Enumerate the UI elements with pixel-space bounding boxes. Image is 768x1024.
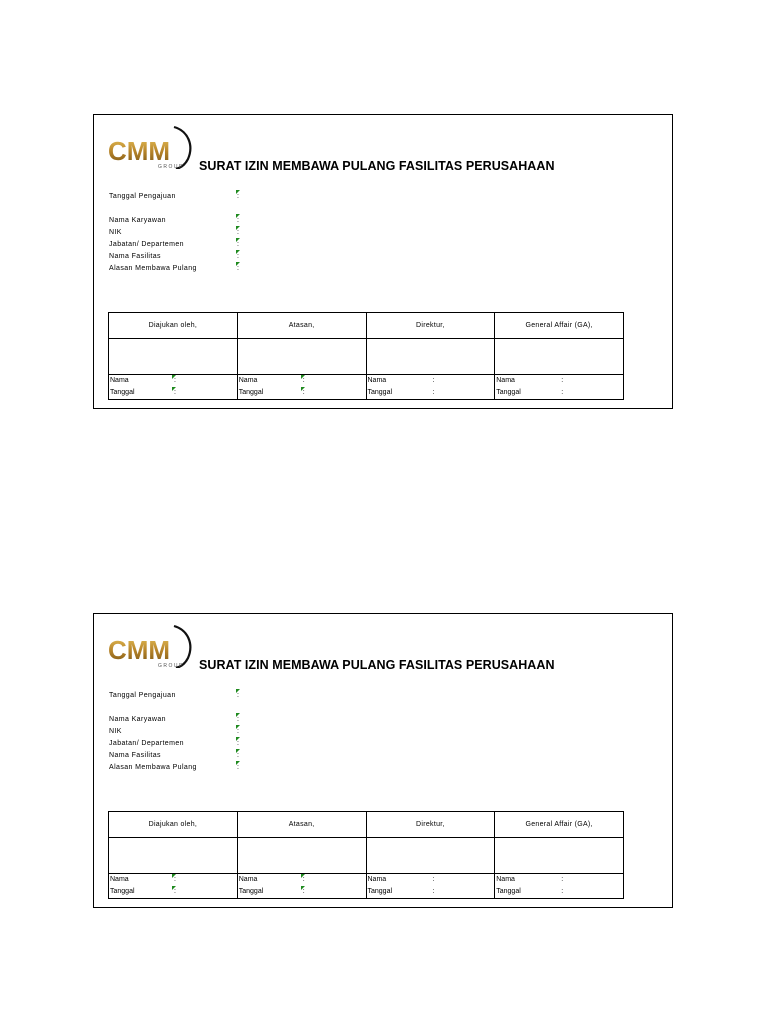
- nama-label: Nama: [367, 377, 387, 384]
- permit-form-1: [93, 114, 673, 409]
- page-title: SURAT IZIN MEMBAWA PULANG FASILITAS PERUSAHAAN: [199, 159, 555, 173]
- label-tanggal-pengajuan: Tanggal Pengajuan: [109, 692, 176, 699]
- sig-header-direktur: Direktur,: [366, 812, 495, 838]
- signature-box-direktur[interactable]: [366, 838, 495, 874]
- page-title: SURAT IZIN MEMBAWA PULANG FASILITAS PERUSAHAAN: [199, 658, 555, 672]
- nama-label: Nama: [110, 377, 129, 384]
- nama-label: Nama: [496, 876, 515, 883]
- tanggal-field[interactable]: :: [561, 888, 564, 895]
- signature-box-atasan[interactable]: [237, 339, 366, 375]
- field-nik[interactable]: :: [237, 229, 239, 236]
- logo-text: CMM: [108, 136, 171, 166]
- sig-header-ga: General Affair (GA),: [495, 812, 624, 838]
- label-nik: NIK: [109, 728, 122, 735]
- tanggal-label: Tanggal: [496, 888, 521, 895]
- field-tanggal-pengajuan[interactable]: :: [237, 193, 239, 200]
- nama-field[interactable]: :: [561, 377, 564, 384]
- nama-label: Nama: [496, 377, 515, 384]
- tanggal-label: Tanggal: [367, 888, 393, 895]
- nama-field[interactable]: :: [561, 876, 564, 883]
- logo-text: CMM: [108, 635, 171, 665]
- signature-box-ga[interactable]: [495, 339, 624, 375]
- sig-header-ga: General Affair (GA),: [495, 313, 624, 339]
- label-alasan: Alasan Membawa Pulang: [109, 265, 197, 272]
- nama-label: Nama: [110, 876, 129, 883]
- nama-field[interactable]: :: [174, 876, 176, 883]
- field-alasan[interactable]: :: [237, 764, 239, 771]
- field-nama-karyawan[interactable]: :: [237, 716, 239, 723]
- sig-footer-atasan: [237, 375, 366, 400]
- sig-footer-ga: [495, 874, 624, 899]
- sig-footer-diajukan: [109, 375, 238, 400]
- permit-form-2: [93, 613, 673, 908]
- sig-footer-atasan: [237, 874, 366, 899]
- nama-field[interactable]: :: [302, 876, 305, 883]
- sig-header-atasan: Atasan,: [237, 812, 366, 838]
- signature-box-direktur[interactable]: [366, 339, 495, 375]
- cmm-group-logo: [108, 624, 200, 668]
- field-alasan[interactable]: :: [237, 265, 239, 272]
- signature-box-ga[interactable]: [495, 838, 624, 874]
- tanggal-label: Tanggal: [110, 389, 135, 396]
- signature-table: [108, 312, 624, 400]
- tanggal-field[interactable]: :: [174, 389, 176, 396]
- field-jabatan[interactable]: :: [237, 241, 239, 248]
- label-nama-fasilitas: Nama Fasilitas: [109, 752, 161, 759]
- label-jabatan: Jabatan/ Departemen: [109, 740, 184, 747]
- signature-box-atasan[interactable]: [237, 838, 366, 874]
- tanggal-label: Tanggal: [238, 389, 264, 396]
- field-jabatan[interactable]: :: [237, 740, 239, 747]
- tanggal-label: Tanggal: [238, 888, 264, 895]
- label-nama-fasilitas: Nama Fasilitas: [109, 253, 161, 260]
- cmm-group-logo: [108, 125, 200, 169]
- tanggal-field[interactable]: :: [432, 389, 435, 396]
- label-nama-karyawan: Nama Karyawan: [109, 716, 166, 723]
- field-nama-karyawan[interactable]: :: [237, 217, 239, 224]
- tanggal-label: Tanggal: [367, 389, 393, 396]
- nama-field[interactable]: :: [432, 377, 435, 384]
- sig-header-direktur: Direktur,: [366, 313, 495, 339]
- sig-footer-ga: [495, 375, 624, 400]
- label-jabatan: Jabatan/ Departemen: [109, 241, 184, 248]
- nama-label: Nama: [367, 876, 387, 883]
- label-nama-karyawan: Nama Karyawan: [109, 217, 166, 224]
- nama-field[interactable]: :: [432, 876, 435, 883]
- nama-label: Nama: [238, 377, 258, 384]
- label-tanggal-pengajuan: Tanggal Pengajuan: [109, 193, 176, 200]
- tanggal-label: Tanggal: [496, 389, 521, 396]
- sig-footer-direktur: [366, 375, 495, 400]
- tanggal-field[interactable]: :: [302, 389, 305, 396]
- tanggal-field[interactable]: :: [432, 888, 435, 895]
- label-nik: NIK: [109, 229, 122, 236]
- tanggal-field[interactable]: :: [174, 888, 176, 895]
- sig-header-atasan: Atasan,: [237, 313, 366, 339]
- sig-footer-diajukan: [109, 874, 238, 899]
- tanggal-label: Tanggal: [110, 888, 135, 895]
- logo-subtext: GROUP: [158, 164, 184, 169]
- field-tanggal-pengajuan[interactable]: :: [237, 692, 239, 699]
- tanggal-field[interactable]: :: [302, 888, 305, 895]
- sig-footer-direktur: [366, 874, 495, 899]
- nama-label: Nama: [238, 876, 258, 883]
- sig-header-diajukan: Diajukan oleh,: [109, 313, 238, 339]
- field-nik[interactable]: :: [237, 728, 239, 735]
- nama-field[interactable]: :: [302, 377, 305, 384]
- tanggal-field[interactable]: :: [561, 389, 564, 396]
- field-nama-fasilitas[interactable]: :: [237, 253, 239, 260]
- signature-box-diajukan[interactable]: [109, 838, 238, 874]
- field-nama-fasilitas[interactable]: :: [237, 752, 239, 759]
- label-alasan: Alasan Membawa Pulang: [109, 764, 197, 771]
- signature-table: [108, 811, 624, 899]
- nama-field[interactable]: :: [174, 377, 176, 384]
- logo-subtext: GROUP: [158, 663, 184, 668]
- sig-header-diajukan: Diajukan oleh,: [109, 812, 238, 838]
- signature-box-diajukan[interactable]: [109, 339, 238, 375]
